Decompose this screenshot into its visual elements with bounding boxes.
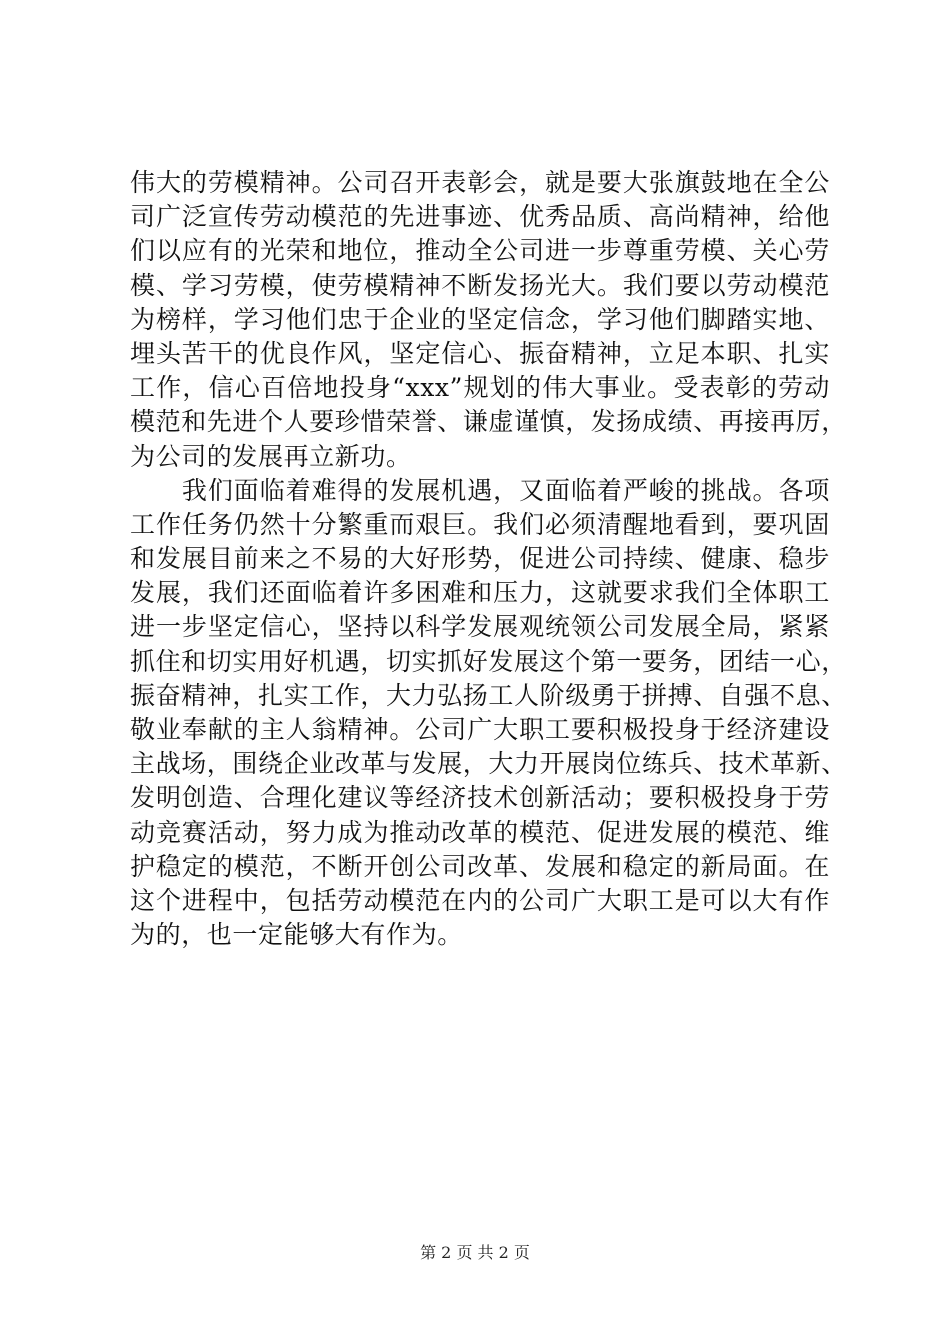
text-line: 护稳定的模范，不断开创公司改革、发展和稳定的新局面。在: [130, 851, 830, 881]
body-text: [130, 166, 847, 952]
text-line: 工作，信心百倍地投身“xxx”规划的伟大事业。受表彰的劳动: [130, 373, 830, 403]
page-number-footer: 第 2 页 共 2 页: [420, 1243, 530, 1262]
text-line: 为公司的发展再立新功。: [130, 441, 412, 471]
text-line: 进一步坚定信心，坚持以科学发展观统领公司发展全局，紧紧: [130, 612, 830, 642]
text-line: 为榜样，学习他们忠于企业的坚定信念，学习他们脚踏实地、: [130, 304, 830, 334]
text-line: 模范和先进个人要珍惜荣誉、谦虚谨慎，发扬成绩、再接再厉，: [130, 407, 847, 437]
text-line: 发明创造、合理化建议等经济技术创新活动；要积极投身于劳: [130, 783, 830, 813]
text-line: 工作任务仍然十分繁重而艰巨。我们必须清醒地看到，要巩固: [130, 509, 830, 539]
text-line: 发展，我们还面临着许多困难和压力，这就要求我们全体职工: [130, 578, 830, 608]
text-line: 我们面临着难得的发展机遇，又面临着严峻的挑战。各项: [130, 475, 830, 505]
text-line: 模、学习劳模，使劳模精神不断发扬光大。我们要以劳动模范: [130, 270, 830, 300]
text-line: 为的，也一定能够大有作为。: [130, 920, 463, 950]
text-line: 敬业奉献的主人翁精神。公司广大职工要积极投身于经济建设: [130, 715, 830, 744]
text-line: 主战场，围绕企业改革与发展，大力开展岗位练兵、技术革新、: [130, 749, 847, 779]
text-line: 司广泛宣传劳动模范的先进事迹、优秀品质、高尚精神，给他: [130, 202, 830, 232]
text-line: 伟大的劳模精神。公司召开表彰会，就是要大张旗鼓地在全公: [130, 168, 830, 197]
text-line: 和发展目前来之不易的大好形势，促进公司持续、健康、稳步: [130, 544, 830, 574]
text-line: 埋头苦干的优良作风，坚定信心、振奋精神，立足本职、扎实: [130, 338, 830, 368]
text-line: 们以应有的光荣和地位，推动全公司进一步尊重劳模、关心劳: [130, 236, 830, 266]
text-line: 这个进程中，包括劳动模范在内的公司广大职工是可以大有作: [130, 885, 830, 915]
text-line: 抓住和切实用好机遇，切实抓好发展这个第一要务，团结一心，: [130, 646, 847, 676]
text-line: 振奋精神，扎实工作，大力弘扬工人阶级勇于拼搏、自强不息、: [130, 680, 847, 710]
text-line: 动竞赛活动，努力成为推动改革的模范、促进发展的模范、维: [130, 817, 830, 847]
